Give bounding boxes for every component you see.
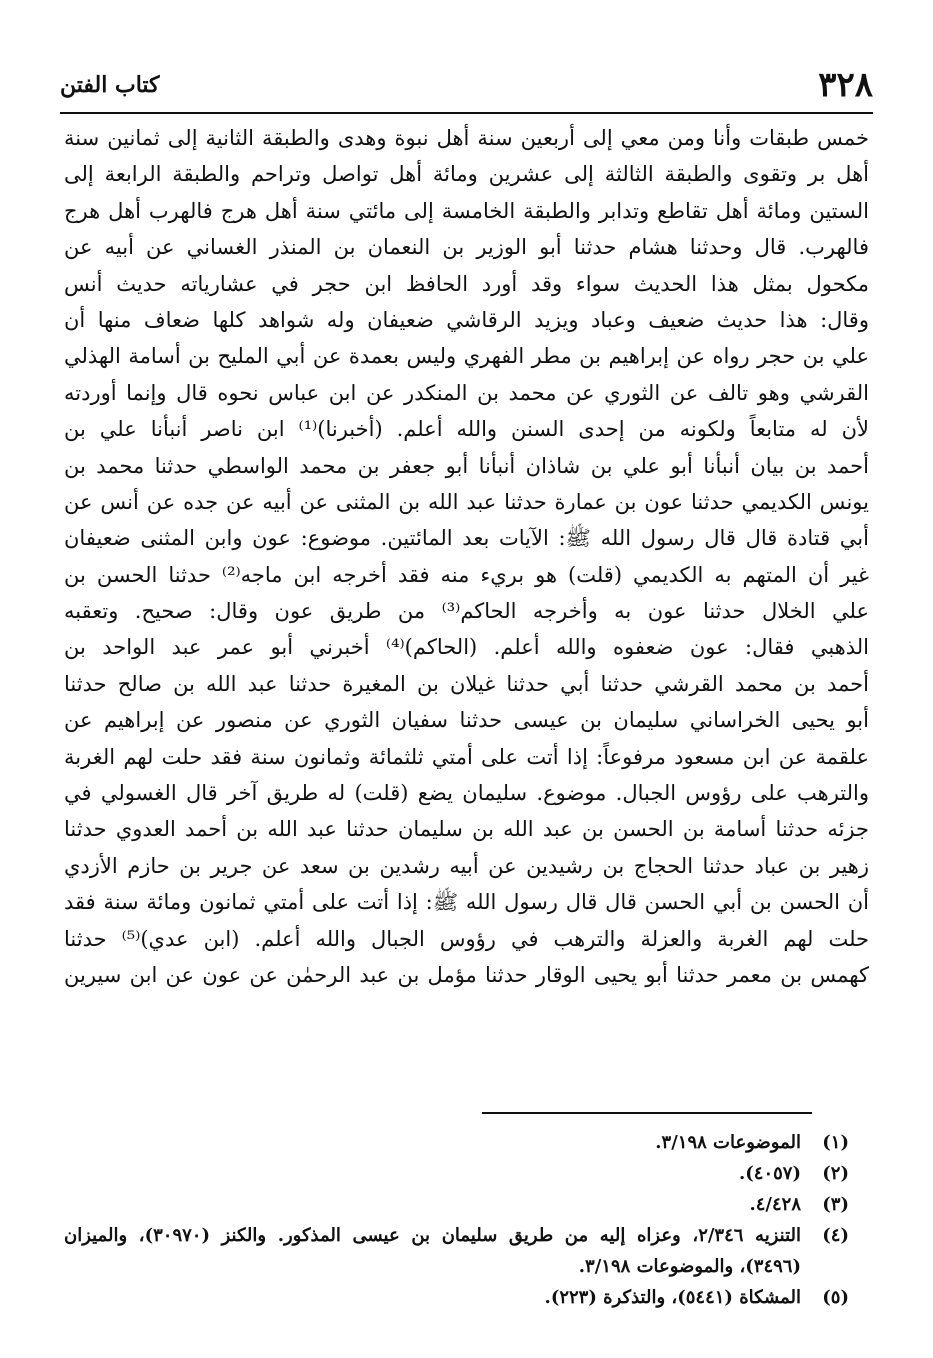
text-line: والترهب على رؤوس الجبال. موضوع. سليمان يضع (قلت) له طريق آخر قال الغسولي في — [64, 781, 869, 806]
footnote — [64, 1127, 849, 1158]
footnote-text: ٤/٤٢٨. — [749, 1194, 801, 1215]
page-number: ٣٢٨ — [818, 65, 873, 105]
footnote-text: التنزيه ٢/٣٤٦، وعزاه إليه من طريق سليمان بن عيسى المذكور. والكنز (٣٠٩٧٠)، والميزان — [64, 1225, 801, 1246]
text-line: جزئه حدثنا أسامة بن الحسن بن عبد الله بن سليمان حدثنا عبد الله بن أحمد العدوي حدثنا — [64, 817, 869, 842]
footnote — [64, 1158, 849, 1189]
text-line: غير أن المتهم به الكديمي (قلت) هو بريء منه فقد أخرجه ابن ماجه⁽²⁾ حدثنا الحسن بن — [64, 562, 869, 587]
footnote-text: (٤٠٥٧). — [739, 1163, 801, 1184]
footnote — [64, 1189, 849, 1220]
text-line: حلت لهم الغربة والعزلة والترهب في رؤوس الجبال والله أعلم. (ابن عدي)⁽⁵⁾ حدثنا — [64, 926, 869, 951]
text-line: أهل بر وتقوى والطبقة الثالثة إلى عشرين ومائة أهل تواصل وتراحم والطبقة الرابعة إلى — [64, 162, 869, 187]
text-line: يونس الكديمي حدثنا عون بن عمارة حدثنا عبد الله بن المثنى عن أبيه عن جده عن أنس عن — [64, 489, 869, 514]
footnote-text: المشكاة (٥٤٤١)، والتذكرة (٢٢٣). — [544, 1287, 801, 1308]
text-line: الذهبي فقال: عون ضعفوه والله أعلم. (الحاكم)⁽⁴⁾ أخبرني أبو عمر عبد الواحد بن — [64, 635, 869, 660]
text-line: وقال: هذا حديث ضعيف وعباد ويزيد الرقاشي ضعيفان وله شواهد كلها ضعاف منها أن — [64, 307, 869, 332]
footnote-text: (٣٤٩٦)، والموضوعات ٣/١٩٨. — [578, 1256, 801, 1277]
running-title: كتاب الفتن — [60, 72, 160, 98]
text-line: علي بن حجر رواه عن إبراهيم بن مطر الفهري وليس بعمدة عن أبي المليح بن أسامة الهذلي — [64, 344, 869, 369]
footnote-separator — [482, 1112, 812, 1114]
text-line: الستين ومائة أهل تقاطع وتدابر والطبقة الخامسة إلى مائتي سنة أهل هرج فالهرب أهل هرج — [64, 198, 869, 223]
text-line: القرشي وهو تالف عن الثوري عن محمد بن المنكدر عن ابن عباس نحوه قال وإنما أوردته — [64, 380, 869, 405]
footnote — [64, 1282, 849, 1313]
footnote-number: (٢) — [822, 1163, 849, 1184]
main-text — [64, 120, 869, 993]
footnotes — [64, 1127, 849, 1313]
header-rule — [60, 112, 873, 114]
text-line: أحمد بن بيان أنبأنا أبو علي بن شاذان أنبأنا أبو جعفر بن محمد الواسطي حدثنا محمد بن — [64, 453, 869, 478]
text-line: مكحول بمثل هذا الحديث سواء وقد أورد الحافظ ابن حجر في عشارياته حديث أنس — [64, 271, 869, 296]
page-header — [60, 60, 873, 110]
text-line: علي الخلال حدثنا عون به وأخرجه الحاكم⁽³⁾ من طريق عون وقال: صحيح. وتعقبه — [64, 599, 869, 624]
footnote — [64, 1220, 849, 1282]
text-line: خمس طبقات وأنا ومن معي إلى أربعين سنة أهل نبوة وهدى والطبقة الثانية إلى ثمانين سنة — [64, 126, 869, 150]
footnote-number: (١) — [822, 1132, 849, 1153]
text-line: زهير بن عباد حدثنا الحجاج بن رشيدين عن أبيه رشدين بن سعد عن جرير بن حازم الأزدي — [64, 853, 869, 878]
text-line: علقمة عن ابن مسعود مرفوعاً: إذا أتت على أمتي ثلثمائة وثمانون سنة فقد حلت لهم الغربة — [64, 744, 869, 769]
text-line: أحمد بن محمد القرشي حدثنا أبي حدثنا غيلان بن المغيرة حدثنا عبد الله بن صالح حدثنا — [64, 671, 869, 696]
text-line: أبي قتادة قال قال رسول الله ﷺ: الآيات بعد المائتين. موضوع: عون وابن المثنى ضعيفان — [64, 526, 869, 551]
footnote-text: الموضوعات ٣/١٩٨. — [655, 1132, 801, 1153]
footnote-number: (٤) — [822, 1225, 849, 1246]
text-line: أبو يحيى الخراساني سليمان بن عيسى حدثنا سفيان الثوري عن منصور عن إبراهيم عن — [64, 708, 869, 733]
text-line: كهمس بن معمر حدثنا أبو يحيى الوقار حدثنا مؤمل بن عبد الرحمٰن عن عون عن ابن سيرين — [64, 962, 869, 987]
text-line: أن الحسن بن أبي الحسن قال قال رسول الله ﷺ: إذا أتت على أمتي ثمانون ومائة سنة فقد — [64, 890, 869, 915]
footnote-number: (٥) — [822, 1287, 849, 1308]
text-line: لأن له متابعاً ولكونه من إحدى السنن والله أعلم. (أخبرنا)⁽¹⁾ ابن ناصر أنبأنا علي بن — [64, 417, 869, 442]
text-line: فالهرب. قال وحدثنا هشام حدثنا أبو الوزير بن النعمان بن المنذر الغساني عن أبيه عن — [64, 235, 869, 260]
footnote-number: (٣) — [822, 1194, 849, 1215]
